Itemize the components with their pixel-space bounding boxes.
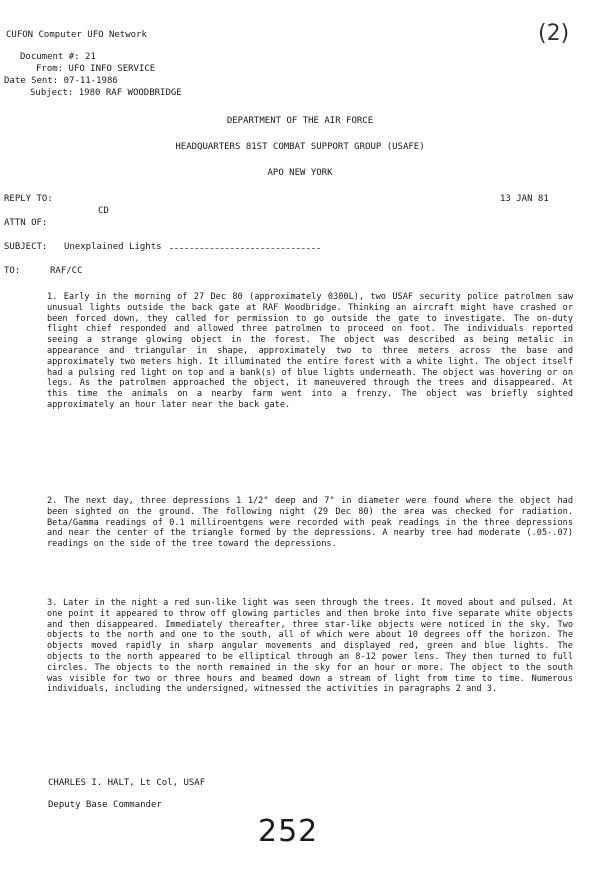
attn-label: ATTN OF:	[4, 218, 48, 228]
paragraph-2: 2. The next day, three depressions 1 1/2" deep and 7" in diameter were found where the object had been sighted on the ground. The following night (29 Dec 80) the area was checked for radiation. Beta/Gamma readings of 0.1 milliroentgens were recorded with peak readings in the three depressions and near the center of the triangle formed by the depressions. A nearby tree had moderate (.05-.07) readings on the side of the tree toward the depressions.	[47, 496, 573, 550]
subject-label: SUBJECT:	[4, 242, 48, 252]
to-label: TO:	[4, 266, 21, 276]
signature-title: Deputy Base Commander	[48, 800, 162, 810]
letterhead-department: DEPARTMENT OF THE AIR FORCE	[226, 116, 374, 126]
subject-line: Subject: 1980 RAF WOODBRIDGE	[30, 88, 182, 98]
paragraph-3: 3. Later in the night a red sun-like light was seen through the trees. It moved about and pulsed. At one point it appeared to throw off glowing particles and then broke into five separate white objects and then disappeared. Immediately thereafter, three star-like objects were noticed in the sky. Two objects to the north and one to the south, all of which were about 10 degrees off the horizon. The objects moved rapidly in sharp angular movements and displayed red, green and blue lights. The objects to the north appeared to be elliptical through an 8-12 power lens. They then turned to full circles. The objects to the north remained in the sky for an hour or more. The object to the south was visible for two or three hours and beamed down a stream of light from time to time. Numerous individuals, including the undersigned, witnessed the activities in paragraphs 2 and 3.	[47, 598, 573, 695]
signature-name: CHARLES I. HALT, Lt Col, USAF	[48, 778, 206, 788]
subject-value	[64, 242, 320, 253]
paragraph-1: 1. Early in the morning of 27 Dec 80 (approximately 0300L), two USAF security police patrolmen saw unusual lights outside the back gate at RAF Woodbridge. Thinking an aircraft might have crashed or been forced down, they called for permission to go outside the gate to investigate. The on-duty flight chief responded and allowed three patrolmen to proceed on foot. The individuals reported seeing a strange glowing object in the forest. The object was described as being metalic in appearance and triangular in shape, approximately two to three meters across the base and approximately two meters high. It illuminated the entire forest with a white light. The object itself had a pulsing red light on top and a bank(s) of blue lights underneath. The object was hovering or on legs. As the patrolmen approached the object, it maneuvered through the trees and disappeared. At this time the animals on a nearby farm went into a frenzy. The object was briefly sighted approximately an hour later near the back gate.	[47, 292, 573, 410]
subject-text: Unexplained Lights	[64, 242, 162, 252]
memo-date: 13 JAN 81	[500, 194, 549, 204]
network-title: CUFON Computer UFO Network	[6, 30, 147, 40]
handwritten-corner-mark: (2)	[538, 21, 570, 46]
reply-to-label: REPLY TO:	[4, 194, 53, 204]
dotted-rule	[170, 242, 320, 249]
letterhead-apo: APO NEW YORK	[267, 168, 333, 178]
attn-value: CD	[98, 206, 109, 216]
date-sent-line: Date Sent: 07-11-1986	[4, 76, 118, 86]
from-line: From: UFO INFO SERVICE	[36, 64, 156, 74]
handwritten-page-number: 252	[258, 814, 319, 849]
document-number: Document #: 21	[20, 52, 96, 62]
letterhead-headquarters: HEADQUARTERS 81ST COMBAT SUPPORT GROUP (USAFE)	[175, 142, 425, 152]
to-value: RAF/CC	[50, 266, 83, 276]
